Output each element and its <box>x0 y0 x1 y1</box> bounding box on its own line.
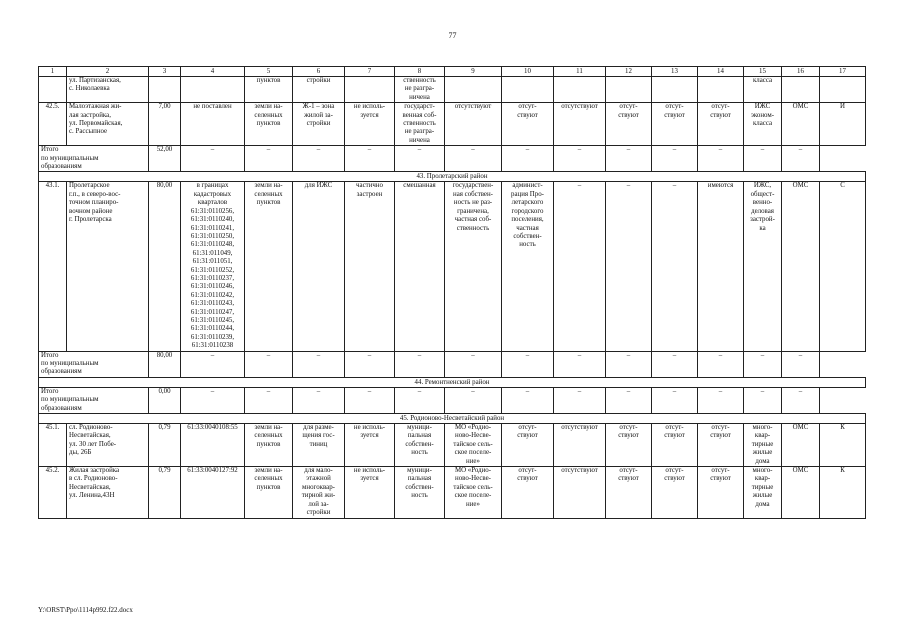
table-row <box>39 103 866 146</box>
table-cell <box>502 77 554 103</box>
table-cell: ОМС <box>782 182 820 351</box>
table-cell: 61:33:0040108:55 <box>181 424 245 467</box>
table-cell: не поставлен <box>181 103 245 146</box>
total-label: Итого по муниципальным образованиям <box>39 387 149 413</box>
table-cell: отсут- ствуют <box>698 467 744 518</box>
table-cell: сл. Родионово- Несветайская, ул. 30 лет Побе- ды, 26Б <box>67 424 149 467</box>
table-cell: – <box>606 146 652 172</box>
table-cell: – <box>395 146 445 172</box>
table-cell: стройки <box>293 77 345 103</box>
table-cell: – <box>345 387 395 413</box>
table-cell: – <box>554 182 606 351</box>
table-cell: земли на- селенных пунктов <box>245 103 293 146</box>
table-cell: отсут- ствуют <box>652 424 698 467</box>
table-cell: имеются <box>698 182 744 351</box>
table-cell: для ИЖС <box>293 182 345 351</box>
table-cell: – <box>395 387 445 413</box>
table-cell: 0,79 <box>149 467 181 518</box>
total-row <box>39 351 866 377</box>
table-cell: класса <box>744 77 782 103</box>
section-row <box>39 172 866 182</box>
table-cell: много- квар- тирные жилые дома <box>744 424 782 467</box>
column-number: 1 <box>39 67 67 77</box>
page-number: 77 <box>448 31 457 40</box>
table-row <box>39 77 866 103</box>
table-cell: 7,00 <box>149 103 181 146</box>
table-cell: в границах кадастровых кварталов 61:31:0110256, 61:31:0110240, 61:31:0110241, 61:31:0110250, 61:31:0110248, 61:31:011049, 61:31:011051, 61:31:0110252, 61:31:0110237, 61:31:0110246, 61:31:0110242, 61:31:0110243, 61:31:0110247, 61:31:0110245, 61:31:0110244, 61:31:0110239, 61:31:0110238 <box>181 182 245 351</box>
table-cell: 0,00 <box>149 387 181 413</box>
table-cell <box>345 77 395 103</box>
column-number: 11 <box>554 67 606 77</box>
table-cell: – <box>245 387 293 413</box>
table-cell: ИЖС, общест- венно- деловая застрой- ка <box>744 182 782 351</box>
table-cell: – <box>606 351 652 377</box>
table-cell: 45.1. <box>39 424 67 467</box>
table-cell: много- квар- тирные жилые дома <box>744 467 782 518</box>
table-cell: – <box>782 351 820 377</box>
table-cell: отсут- ствуют <box>502 467 554 518</box>
table-cell <box>445 77 502 103</box>
column-number: 4 <box>181 67 245 77</box>
table-cell: админист- рация Про- летарского городского поселения, частная собствен- ность <box>502 182 554 351</box>
table-cell: Жилая застройка в сл. Родионово- Несветайская, ул. Ленина,43Н <box>67 467 149 518</box>
table-cell: – <box>445 387 502 413</box>
table-cell: ул. Партизанская, с. Николаевка <box>67 77 149 103</box>
table-cell: не исполь- зуется <box>345 103 395 146</box>
land-plots-table <box>38 66 866 519</box>
table-cell: смешанная <box>395 182 445 351</box>
table-cell: – <box>652 146 698 172</box>
table-cell <box>149 77 181 103</box>
table-cell: – <box>606 182 652 351</box>
table-cell: ОМС <box>782 424 820 467</box>
table-cell: – <box>554 351 606 377</box>
column-number: 10 <box>502 67 554 77</box>
table-cell: – <box>293 146 345 172</box>
table-cell: – <box>345 146 395 172</box>
column-number: 7 <box>345 67 395 77</box>
table-cell: муници- пальная собствен- ность <box>395 467 445 518</box>
column-number: 13 <box>652 67 698 77</box>
table-row <box>39 467 866 518</box>
table-cell: отсут- ствуют <box>606 424 652 467</box>
table-cell: отсут- ствуют <box>502 103 554 146</box>
table-cell: для разме- щения гос- тиниц <box>293 424 345 467</box>
table-cell: отсут- ствуют <box>698 424 744 467</box>
table-cell: не исполь- зуется <box>345 467 395 518</box>
column-number: 6 <box>293 67 345 77</box>
table-cell: государствен- ная собствен- ность не раз- граничена, частная соб- ственность <box>445 182 502 351</box>
table-cell <box>820 77 866 103</box>
table-cell: – <box>554 387 606 413</box>
total-row <box>39 146 866 172</box>
table-cell: ственность не разгра- ничена <box>395 77 445 103</box>
table-cell <box>554 77 606 103</box>
table-row <box>39 424 866 467</box>
table-cell: – <box>345 351 395 377</box>
table-cell: отсут- ствуют <box>652 467 698 518</box>
table-cell: отсутствуют <box>445 103 502 146</box>
table-cell <box>698 77 744 103</box>
table-cell: – <box>744 351 782 377</box>
column-number: 3 <box>149 67 181 77</box>
table-cell: ОМС <box>782 467 820 518</box>
table-cell: отсут- ствуют <box>606 467 652 518</box>
column-number: 5 <box>245 67 293 77</box>
table-cell: – <box>181 351 245 377</box>
column-number: 14 <box>698 67 744 77</box>
table-cell: отсут- ствуют <box>606 103 652 146</box>
total-row <box>39 387 866 413</box>
table-cell: отсутствуют <box>554 467 606 518</box>
table-cell: отсут- ствуют <box>502 424 554 467</box>
section-title: 45. Родионово-Несветайский район <box>39 414 866 424</box>
table-cell: – <box>698 387 744 413</box>
table-cell: Ж-1 – зона жилой за- стройки <box>293 103 345 146</box>
table-cell: муници- пальная собствен- ность <box>395 424 445 467</box>
table-cell: отсутствуют <box>554 103 606 146</box>
table-cell: земли на- селенных пунктов <box>245 182 293 351</box>
table-cell: отсут- ствуют <box>698 103 744 146</box>
section-row <box>39 377 866 387</box>
table-cell: 52,00 <box>149 146 181 172</box>
table-cell: – <box>293 387 345 413</box>
table-row <box>39 182 866 351</box>
table-cell: МО «Родио- ново-Несве- тайское сель- ское поселе- ние» <box>445 424 502 467</box>
table-cell: – <box>445 146 502 172</box>
table-cell: 80,00 <box>149 351 181 377</box>
table-cell: земли на- селенных пунктов <box>245 424 293 467</box>
table-cell: – <box>698 146 744 172</box>
table-cell: 45.2. <box>39 467 67 518</box>
column-number: 16 <box>782 67 820 77</box>
section-row <box>39 414 866 424</box>
table-cell: 80,00 <box>149 182 181 351</box>
table-cell: Малоэтажная жи- лая застройка, ул. Первомайская, с. Рассыпное <box>67 103 149 146</box>
table-cell: К <box>820 424 866 467</box>
table-cell: – <box>652 182 698 351</box>
table-cell: 61:33:0040127:92 <box>181 467 245 518</box>
table-cell: С <box>820 182 866 351</box>
total-label: Итого по муниципальным образованиям <box>39 351 149 377</box>
column-number: 9 <box>445 67 502 77</box>
table-cell <box>606 77 652 103</box>
table-cell: пунктов <box>245 77 293 103</box>
table-cell <box>652 77 698 103</box>
table-cell: – <box>293 351 345 377</box>
table-cell: – <box>245 146 293 172</box>
table-cell: – <box>445 351 502 377</box>
table-cell: – <box>181 387 245 413</box>
table-cell: – <box>698 351 744 377</box>
table-cell: – <box>652 351 698 377</box>
table-cell: частично застроен <box>345 182 395 351</box>
column-number: 8 <box>395 67 445 77</box>
table-cell: – <box>652 387 698 413</box>
table-cell: – <box>245 351 293 377</box>
table-cell: – <box>782 387 820 413</box>
table-cell: МО «Родио- ново-Несве- тайское сель- ское поселе- ние» <box>445 467 502 518</box>
table-cell: – <box>744 146 782 172</box>
table-cell: – <box>502 387 554 413</box>
column-number: 12 <box>606 67 652 77</box>
table-cell: – <box>502 146 554 172</box>
section-title: 44. Ремонтненский район <box>39 377 866 387</box>
column-number: 2 <box>67 67 149 77</box>
column-number: 15 <box>744 67 782 77</box>
table-cell: – <box>395 351 445 377</box>
table-cell: государст- венная соб- ственность не разгра- ничена <box>395 103 445 146</box>
table-cell: – <box>744 387 782 413</box>
table-cell: – <box>782 146 820 172</box>
table-cell: для мало- этажной многоквар- тирной жи- лой за- стройки <box>293 467 345 518</box>
table-cell: отсут- ствуют <box>652 103 698 146</box>
table-cell: И <box>820 103 866 146</box>
table-cell: 42.5. <box>39 103 67 146</box>
column-number-row <box>39 67 866 77</box>
table-cell: – <box>554 146 606 172</box>
table-cell: отсутствуют <box>554 424 606 467</box>
table-cell: 43.1. <box>39 182 67 351</box>
total-label: Итого по муниципальным образованиям <box>39 146 149 172</box>
section-title: 43. Пролетарский район <box>39 172 866 182</box>
table-cell: – <box>181 146 245 172</box>
table-cell <box>39 77 67 103</box>
table-cell: К <box>820 467 866 518</box>
table-cell <box>782 77 820 103</box>
column-number: 17 <box>820 67 866 77</box>
table-cell: ИЖС эконом- класса <box>744 103 782 146</box>
table-cell: – <box>606 387 652 413</box>
table-cell: ОМС <box>782 103 820 146</box>
table-cell: не исполь- зуется <box>345 424 395 467</box>
footer-file-path: Y:\ORST\Ppo\1114p992.f22.docx <box>38 606 133 614</box>
table-cell <box>181 77 245 103</box>
table-cell: – <box>502 351 554 377</box>
table-cell: 0,79 <box>149 424 181 467</box>
table-cell: земли на- селенных пунктов <box>245 467 293 518</box>
table-cell: Пролетарское г.п., в северо-вос- точном планиро- вочном районе г. Пролетарска <box>67 182 149 351</box>
